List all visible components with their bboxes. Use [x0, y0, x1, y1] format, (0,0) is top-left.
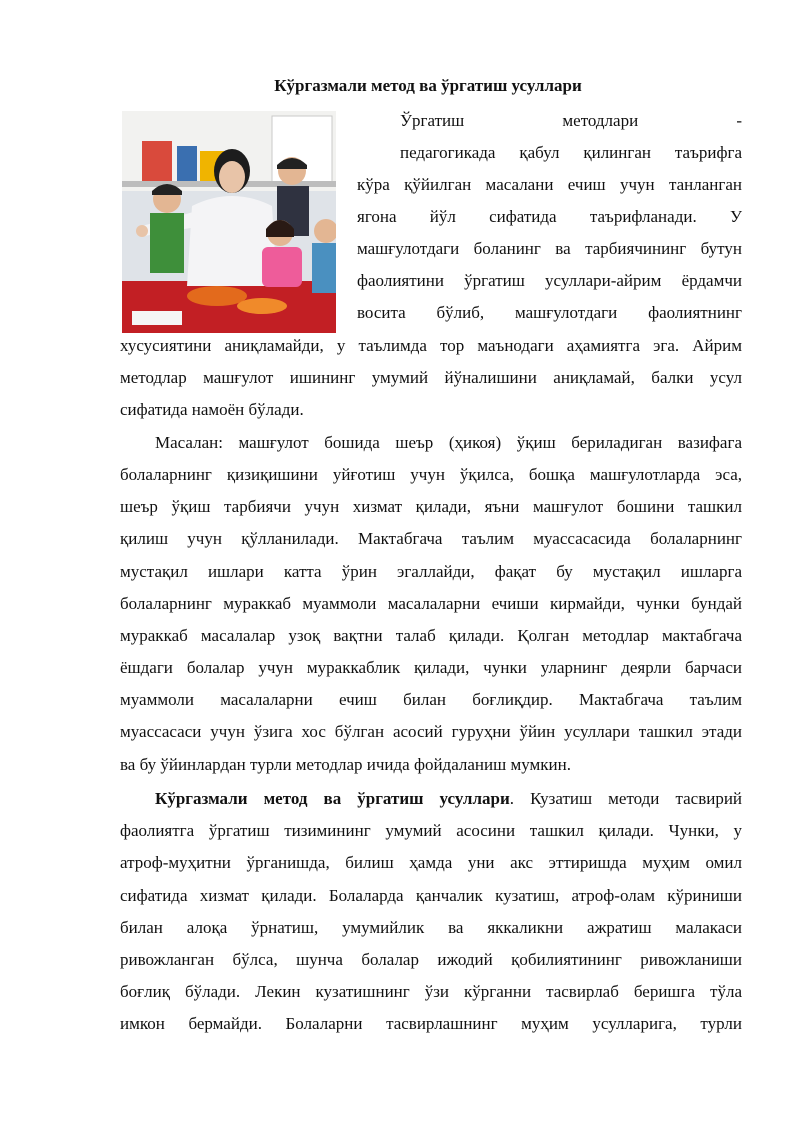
- text-line: сифатида хизмат қилади. Болаларда қанчалик кузатиш, атроф-олам кўриниши: [120, 886, 742, 905]
- text-line: муаммоли масалаларни ечиш билан боғлиқдир. Мактабгача таълим: [120, 690, 742, 709]
- lead-rest: . Кузатиш методи тасвирий: [509, 789, 743, 808]
- text-line: билан алоқа ўрнатиш, умумийлик ва яккаликни ажратиш малакаси: [120, 918, 742, 937]
- bold-lead: Кўргазмали метод ва ўргатиш усуллари: [155, 789, 510, 808]
- text-line: болаларнинг қизиқишини уйғотиш учун ўқилса, бошқа машғулотларда эса,: [120, 465, 742, 484]
- text-line: восита бўлиб, машғулотдаги фаолиятнинг: [357, 303, 742, 322]
- text-line: ривожланган бўлса, шунча болалар ижодий қобилиятининг ривожланиши: [120, 950, 742, 969]
- text-line: болаларнинг мураккаб муаммоли масалаларни ечиши кирмайди, чунки бундай: [120, 594, 742, 613]
- text-line: қилиш учун қўлланилади. Мактабгача таълим муассасасида болаларнинг: [120, 529, 742, 548]
- text-line: хусусиятини аниқламайди, у таълимда тор маънодаги аҳамиятга эга. Айрим: [120, 336, 742, 355]
- text-line: сифатида намоён бўлади.: [120, 400, 304, 419]
- classroom-photo-illustration: [122, 111, 336, 333]
- text-line: кўра қўйилган масалани ечиш учун танланган: [357, 175, 742, 194]
- text-line: ёшдаги болалар учун мураккаблик қилади, чунки уларнинг деярли барчаси: [120, 658, 742, 677]
- text-line: Ўргатиш методлари -: [400, 111, 742, 130]
- text-line: шеър ўқиш тарбиячи учун хизмат қилади, яъни машғулот бошини ташкил: [120, 497, 742, 516]
- text-line: Масалан: машғулот бошида шеър (ҳикоя) ўқиш бериладиган вазифага: [155, 433, 742, 452]
- text-line-lead: [155, 789, 742, 809]
- text-line: ягона йўл сифатида таърифланади. У: [357, 207, 742, 226]
- text-line: мустақил ишлари катта ўрин эгаллайди, фақат бу мустақил ишларга: [120, 562, 742, 581]
- text-line: муассасаси учун ўзига хос бўлган асосий гуруҳни ўйин усуллари ташкил этади: [120, 722, 742, 741]
- text-line: фаолиятини ўргатиш усуллари-айрим ёрдамчи: [357, 271, 742, 290]
- text-line: атроф-муҳитни ўрганишда, билиш ҳамда уни акс эттиришда муҳим омил: [120, 853, 742, 872]
- text-line: имкон бермайди. Болаларни тасвирлашнинг муҳим усулларига, турли: [120, 1014, 742, 1033]
- classroom-photo: [122, 111, 336, 333]
- text-line: фаолиятга ўргатиш тизимининг умумий асосини ташкил қилади. Чунки, у: [120, 821, 742, 840]
- text-line: мураккаб масалалар узоқ вақтни талаб қилади. Қолган методлар мактабгача: [120, 626, 742, 645]
- text-line: боғлиқ бўлади. Лекин кузатишнинг ўзи кўрганни тасвирлаб беришга тўла: [120, 982, 742, 1001]
- text-line: машғулотдаги боланинг ва тарбиячининг бутун: [357, 239, 742, 258]
- text-line: ва бу ўйинлардан турли методлар ичида фойдаланиш мумкин.: [120, 755, 571, 774]
- text-line: методлар машғулот ишининг умумий йўналишини аниқламай, балки усул: [120, 368, 742, 387]
- text-line: педагогикада қабул қилинган таърифга: [400, 143, 742, 162]
- page-title: Кўргазмали метод ва ўргатиш усуллари: [274, 76, 582, 95]
